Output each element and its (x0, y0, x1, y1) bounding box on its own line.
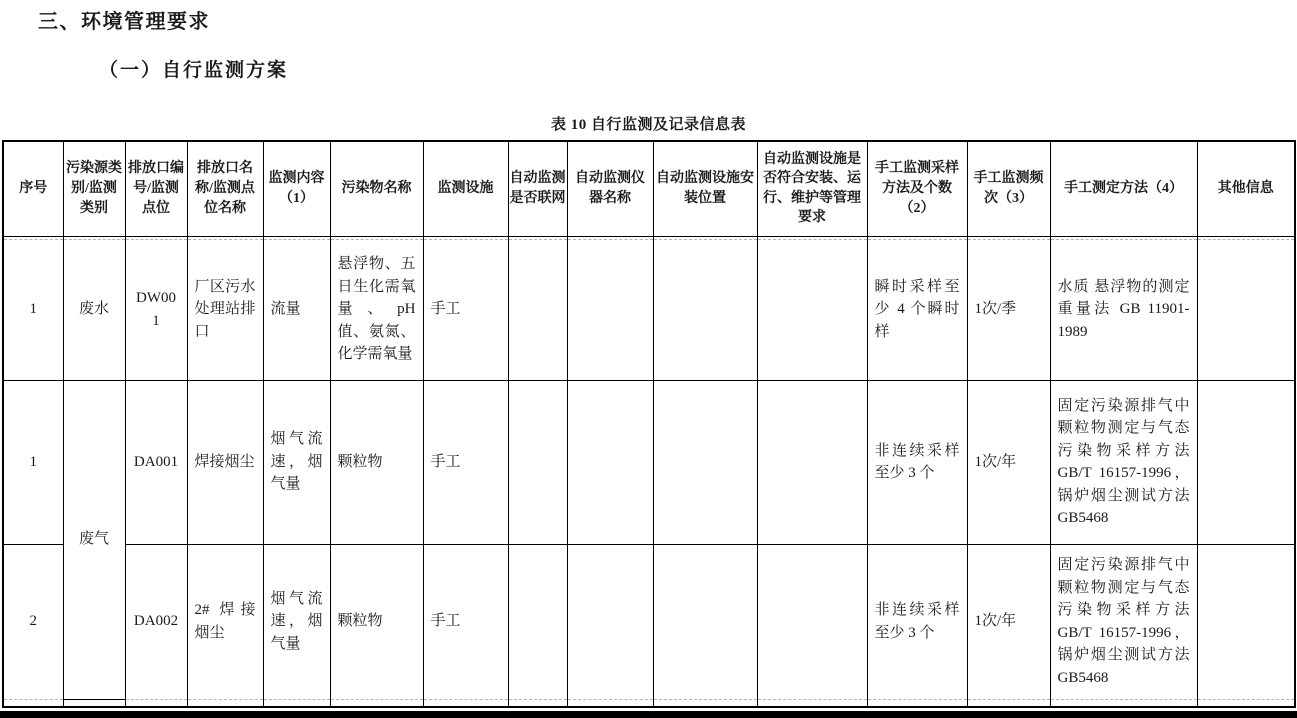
cell-pollutant-name: 颗粒物 (330, 380, 423, 544)
header-cell-outlet-name: 排放口名称/监测点位名称 (187, 141, 263, 236)
subsection-heading: （一）自行监测方案 (99, 60, 289, 81)
partial-cell-manual-sampling (867, 699, 967, 707)
partial-cell-index (3, 699, 63, 707)
header-cell-source-category: 污染源类别/监测类别 (63, 141, 125, 236)
cell-outlet-code: DW001 (125, 239, 187, 380)
cell-auto-instrument-name (567, 544, 653, 699)
partial-cell-auto-instrument-name (567, 699, 653, 707)
partial-cell-auto-install-location (653, 699, 757, 707)
partial-cell-outlet-name (187, 699, 263, 707)
cell-pollutant-name: 悬浮物、五日生化需氧量、pH 值、氨氮、化学需氧量 (330, 239, 423, 380)
cell-index: 2 (3, 544, 63, 699)
table-header (3, 141, 1295, 236)
table-body (3, 236, 1295, 707)
header-cell-outlet-code: 排放口编号/监测点位 (125, 141, 187, 236)
cell-monitor-facility: 手工 (423, 239, 508, 380)
header-cell-auto-instrument-name: 自动监测仪器名称 (567, 141, 653, 236)
self-monitoring-table (2, 140, 1296, 708)
table-row (3, 239, 1295, 380)
table-row (3, 544, 1295, 699)
cell-index: 1 (3, 239, 63, 380)
cell-other-info (1197, 544, 1295, 699)
cell-monitor-content: 流量 (263, 239, 330, 380)
cell-auto-networked (508, 544, 567, 699)
cell-auto-install-location (653, 380, 757, 544)
header-cell-manual-frequency: 手工监测频次（3） (967, 141, 1050, 236)
header-cell-other-info: 其他信息 (1197, 141, 1295, 236)
cell-manual-method: 水质 悬浮物的测定 重量法 GB 11901-1989 (1050, 239, 1197, 380)
cell-monitor-facility: 手工 (423, 544, 508, 699)
header-cell-auto-install-location: 自动监测设施安装位置 (653, 141, 757, 236)
header-cell-monitor-content: 监测内容（1） (263, 141, 330, 236)
page-cut-bar (0, 711, 1297, 718)
cell-monitor-facility: 手工 (423, 380, 508, 544)
cell-auto-compliance (757, 544, 867, 699)
partial-cell-manual-method (1050, 699, 1197, 707)
cell-other-info (1197, 239, 1295, 380)
cell-auto-instrument-name (567, 380, 653, 544)
cell-other-info (1197, 380, 1295, 544)
partial-cell-outlet-code (125, 699, 187, 707)
header-cell-index: 序号 (3, 141, 63, 236)
partial-cell-other-info (1197, 699, 1295, 707)
cell-manual-sampling: 非连续采样 至少 3 个 (867, 380, 967, 544)
cell-manual-frequency: 1次/季 (967, 239, 1050, 380)
cell-manual-frequency: 1次/年 (967, 380, 1050, 544)
cell-outlet-name: 厂区污水处理站排口 (187, 239, 263, 380)
partial-cell-manual-frequency (967, 699, 1050, 707)
cell-pollutant-name: 颗粒物 (330, 544, 423, 699)
header-cell-manual-method: 手工测定方法（4） (1050, 141, 1197, 236)
partial-cell-monitor-content (263, 699, 330, 707)
cell-auto-compliance (757, 239, 867, 380)
header-cell-auto-compliance: 自动监测设施是否符合安装、运行、维护等管理要求 (757, 141, 867, 236)
cell-manual-frequency: 1次/年 (967, 544, 1050, 699)
cell-source-category: 废水 (63, 239, 125, 380)
cell-auto-compliance (757, 380, 867, 544)
table-title: 表 10 自行监测及记录信息表 (550, 117, 746, 133)
cell-manual-sampling: 瞬时采样至少 4 个瞬时样 (867, 239, 967, 380)
partial-cell-auto-networked (508, 699, 567, 707)
cell-source-category: 废气 (63, 380, 125, 699)
section-heading: 三、环境管理要求 (38, 11, 210, 33)
partial-cell-monitor-facility (423, 699, 508, 707)
cell-auto-install-location (653, 239, 757, 380)
cell-outlet-code: DA002 (125, 544, 187, 699)
table-row (3, 380, 1295, 544)
cell-manual-method: 固定污染源排气中颗粒物测定与气态污染物采样方法 GB/T 16157-1996，锅炉烟尘测试方法 GB5468 (1050, 544, 1197, 699)
cell-outlet-name: 焊接烟尘 (187, 380, 263, 544)
header-cell-manual-sampling: 手工监测采样方法及个数（2） (867, 141, 967, 236)
cell-auto-networked (508, 380, 567, 544)
partial-cutoff-row (3, 699, 1295, 707)
cell-monitor-content: 烟气流速，烟气量 (263, 544, 330, 699)
cell-auto-install-location (653, 544, 757, 699)
table-header-row (3, 141, 1295, 236)
cell-outlet-name: 2# 焊接烟尘 (187, 544, 263, 699)
cell-index: 1 (3, 380, 63, 544)
header-cell-pollutant-name: 污染物名称 (330, 141, 423, 236)
header-cell-monitor-facility: 监测设施 (423, 141, 508, 236)
cell-manual-method: 固定污染源排气中颗粒物测定与气态污染物采样方法 GB/T 16157-1996，锅炉烟尘测试方法 GB5468 (1050, 380, 1197, 544)
cell-auto-instrument-name (567, 239, 653, 380)
cell-auto-networked (508, 239, 567, 380)
partial-cell-pollutant-name (330, 699, 423, 707)
cell-manual-sampling: 非连续采样 至少 3 个 (867, 544, 967, 699)
cell-outlet-code: DA001 (125, 380, 187, 544)
partial-cell-auto-compliance (757, 699, 867, 707)
cell-monitor-content: 烟气流速，烟气量 (263, 380, 330, 544)
partial-cell-source-category (63, 699, 125, 707)
header-cell-auto-networked: 自动监测是否联网 (508, 141, 567, 236)
